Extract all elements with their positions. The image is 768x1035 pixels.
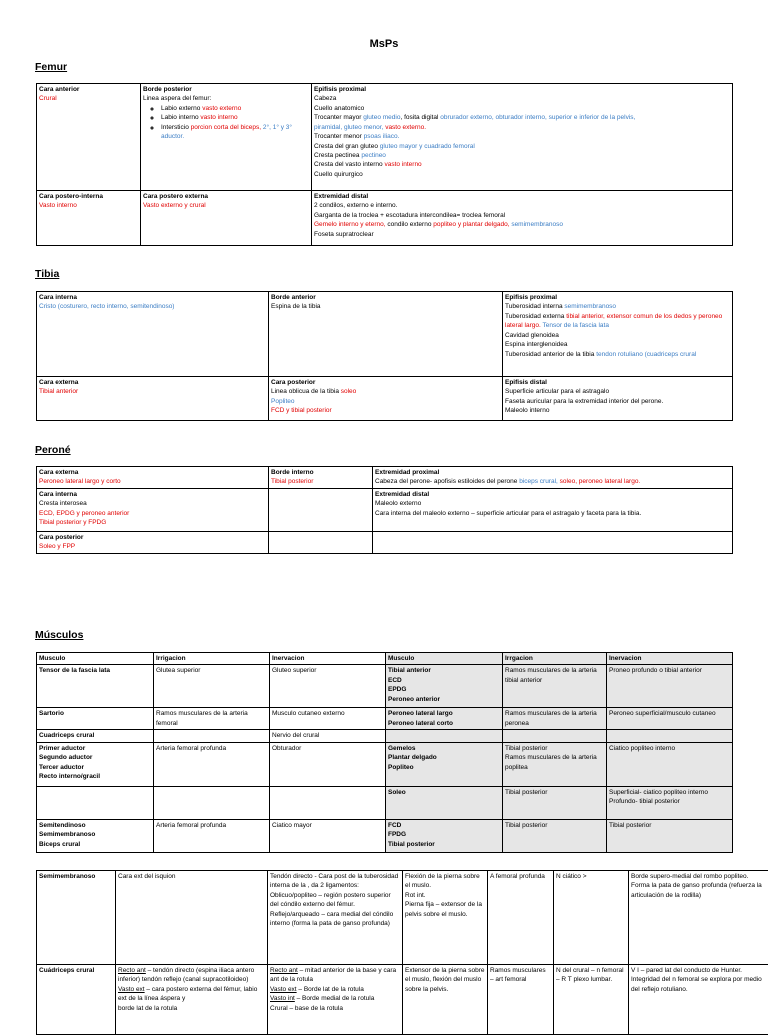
- cell: [503, 742, 607, 786]
- line: [314, 142, 730, 151]
- desc: Linea aspera del femur:: [143, 94, 309, 103]
- line: Forma la pata de ganso profunda (refuerza la articulación de la rodilla): [631, 881, 768, 900]
- cell: [268, 871, 403, 965]
- line: Cuello anatomico: [314, 104, 730, 113]
- line: Profundo- tibial posterior: [609, 797, 730, 806]
- cell: [116, 965, 268, 1035]
- label: Borde anterior: [271, 293, 500, 302]
- line: Pierna fija – extensor de la pelvis sobre el muslo.: [405, 900, 485, 919]
- line: Maleolo interno: [505, 406, 730, 415]
- value: Cristo (costurero, recto interno, semitendinoso): [39, 302, 266, 311]
- text: – Borde medial de la rotula: [295, 995, 375, 1002]
- value: popliteo y plantar delgado,: [433, 221, 511, 228]
- line: borde lat de la rotula: [118, 1004, 265, 1013]
- perone-empty-cell: [269, 532, 373, 554]
- label: Cara postero-interna: [39, 192, 138, 201]
- tibia-cara-posterior: [269, 377, 503, 421]
- line: 2 condilos, externo e interno.: [314, 201, 730, 210]
- line: V I – pared lat del conducto de Hunter.: [631, 966, 768, 975]
- cell: Tensor de la fascia lata: [37, 665, 154, 708]
- value: gluteo medio: [363, 114, 400, 121]
- cell: [386, 730, 503, 742]
- line: Flexión de la pierna sobre el muslo.: [405, 872, 485, 891]
- text: Linea oblicua de la tibia: [271, 388, 341, 395]
- cell: [503, 730, 607, 742]
- label: Borde interno: [271, 468, 370, 477]
- value: gluteo mayor y cuadrado femoral: [380, 143, 475, 150]
- cell: Nervio del crural: [270, 730, 386, 742]
- tibia-borde-anterior: [269, 292, 503, 377]
- detalle-table: [36, 870, 768, 1035]
- table-row: [37, 819, 733, 852]
- value: soleo: [341, 388, 357, 395]
- cell: Sartorio: [37, 708, 154, 730]
- linea-aspera-list: [143, 104, 309, 142]
- tibia-epifisis-distal: [503, 377, 733, 421]
- label: Cara posterior: [271, 378, 500, 387]
- perone-extremidad-proximal: [373, 467, 733, 489]
- line: FPDG: [388, 830, 500, 839]
- cell: Semimembranoso: [37, 871, 116, 965]
- cell: N ciático >: [554, 871, 629, 965]
- line: Maleolo externo: [375, 499, 730, 508]
- line: Semitendinoso: [39, 821, 151, 830]
- cell: [386, 665, 503, 708]
- line: Reflejo/arqueado – cara medial del cóndilo interno (forma la pata de ganso profunda): [270, 910, 400, 929]
- cell: Ciatico mayor: [270, 819, 386, 852]
- tibia-epifisis-proximal: [503, 292, 733, 377]
- cell: Arteria femoral profunda: [154, 819, 270, 852]
- value: biceps crural,: [519, 478, 559, 485]
- table-row: [37, 708, 733, 730]
- label: Cara postero externa: [143, 192, 309, 201]
- text: Trocanter menor: [314, 133, 364, 140]
- perone-empty-cell: [269, 489, 373, 532]
- value: psoas iliaco.: [364, 133, 400, 140]
- cell: [386, 742, 503, 786]
- line: Gemelos: [388, 744, 500, 753]
- line: [271, 387, 500, 396]
- cell: Ramos musculares – art femoral: [488, 965, 554, 1035]
- value: vasto interno: [384, 161, 421, 168]
- label: Cara interna: [39, 293, 266, 302]
- line: Plantar delgado: [388, 753, 500, 762]
- line: Semimembranoso: [39, 830, 151, 839]
- line: Peroneo lateral corto: [388, 719, 500, 728]
- label: Cara anterior: [39, 85, 138, 94]
- line: [118, 985, 265, 1004]
- table-row: [37, 871, 768, 965]
- cell: Ramos musculares de la arteria tibial anterior: [503, 665, 607, 708]
- list-item: [161, 113, 309, 122]
- line: Oblicuo/popliteo – región postero superior del cóndilo externo del fémur.: [270, 891, 400, 910]
- cell: Musculo cutaneo externo: [270, 708, 386, 730]
- label: Cara externa: [39, 378, 266, 387]
- line: Cabeza: [314, 94, 730, 103]
- text: Cresta del gran gluteo: [314, 143, 380, 150]
- line: [270, 994, 400, 1003]
- label: Extremidad proximal: [375, 468, 730, 477]
- text: Cabeza del perone- apofisis estiloides del perone: [375, 478, 519, 485]
- table-row: [37, 730, 733, 742]
- line: Crural – base de la rotula: [270, 1004, 400, 1013]
- header-cell: Musculo: [37, 653, 154, 665]
- value: Crural: [39, 94, 138, 103]
- cell: Obturador: [270, 742, 386, 786]
- line: Cuello quirurgico: [314, 170, 730, 179]
- cell: [154, 730, 270, 742]
- line: FCD y tibial posterior: [271, 406, 500, 415]
- line: Faseta auricular para la extremidad interior del perone.: [505, 397, 730, 406]
- perone-borde-interno: [269, 467, 373, 489]
- line: FCD: [388, 821, 500, 830]
- text: – mitad anterior de la base y cara ant de la rotula: [270, 967, 396, 983]
- femur-epifisis-proximal: [312, 84, 733, 191]
- tibia-cara-interna: [37, 292, 269, 377]
- value: obrurador externo, obturador interno, superior e inferior de la pelvis,: [440, 114, 635, 121]
- value: soleo, peroneo lateral largo.: [560, 478, 641, 485]
- line: Primer aductor: [39, 744, 151, 753]
- perone-extremidad-distal: [373, 489, 733, 532]
- perone-empty-cell: [373, 532, 733, 554]
- label: Epifisis proximal: [505, 293, 730, 302]
- line: Biceps crural: [39, 840, 151, 849]
- cell: [154, 786, 270, 819]
- line: Tendón directo - Cara post de la tuberosidad interna de la , da 2 ligamentos:: [270, 872, 400, 891]
- cell: Ramos musculares de la arteria peronea: [503, 708, 607, 730]
- cell: Ramos musculares de la arteria femoral: [154, 708, 270, 730]
- femur-borde-posterior: [141, 84, 312, 191]
- table-row: [37, 786, 733, 819]
- text: Vasto int: [270, 995, 295, 1002]
- cell: Arteria femoral profunda: [154, 742, 270, 786]
- line: [505, 312, 730, 331]
- cell: [607, 786, 733, 819]
- text: Cresta del vasto interno: [314, 161, 384, 168]
- label: Cara interna: [39, 490, 266, 499]
- label: Epifisis distal: [505, 378, 730, 387]
- cell: Cara ext del isquion: [116, 871, 268, 965]
- line: [314, 132, 730, 141]
- text: Tuberosidad externa: [505, 313, 566, 320]
- cell: N del crural – n femoral – R T plexo lumbar.: [554, 965, 629, 1035]
- perone-cara-interna: [37, 489, 269, 532]
- value: porcion corta del biceps,: [191, 124, 261, 131]
- line: Popliteo: [271, 397, 500, 406]
- cell: Cuadriceps crural: [37, 730, 154, 742]
- text: , fosita digital: [400, 114, 440, 121]
- cell: Glutea superior: [154, 665, 270, 708]
- line: [314, 123, 730, 132]
- text: – tendón directo (espina iliaca antero inferior) tendón reflejo (canal supracotiloideo): [118, 967, 254, 983]
- cell: Soleo: [386, 786, 503, 819]
- value: semimembranoso: [511, 221, 563, 228]
- text: Tuberosidad interna: [505, 303, 564, 310]
- line: ECD, EPDG y peroneo anterior: [39, 509, 266, 518]
- value: Vasto externo y crural: [143, 201, 309, 210]
- label: Borde posterior: [143, 85, 309, 94]
- musculos-table: [36, 652, 733, 853]
- value: Tensor de la fascia lata: [541, 322, 609, 329]
- cell: [37, 819, 154, 852]
- line: Peroneo lateral largo: [388, 709, 500, 718]
- cell: Extensor de la pierna sobre el muslo, flexión del muslo sobre la pelvis.: [403, 965, 488, 1035]
- line: Popliteo: [388, 763, 500, 772]
- line: Tercer aductor: [39, 763, 151, 772]
- femur-table: [36, 83, 733, 246]
- list-item: [161, 123, 309, 142]
- line: Superficial- ciatico popliteo interno: [609, 788, 730, 797]
- label: Epifisis proximal: [314, 85, 730, 94]
- line: [314, 220, 730, 229]
- line: Tibial posterior: [505, 744, 604, 753]
- label: Cara posterior: [39, 533, 266, 542]
- header-cell: Irrigacion: [154, 653, 270, 665]
- value: Soleo y FPP: [39, 542, 266, 551]
- line: [505, 302, 730, 311]
- cell: Tibial posterior: [503, 819, 607, 852]
- table-row: [37, 665, 733, 708]
- cell: Proneo profundo o tibial anterior: [607, 665, 733, 708]
- value: vasto externo: [202, 105, 241, 112]
- line: Tibial anterior: [388, 666, 500, 675]
- value: 2°, 1° y 3° aductor.: [161, 124, 292, 140]
- line: EPDG: [388, 685, 500, 694]
- section-musculos-heading: Músculos: [35, 629, 83, 641]
- table-row: [37, 742, 733, 786]
- label: Extremidad distal: [375, 490, 730, 499]
- line: Rot int.: [405, 891, 485, 900]
- value: Gemelo interno y eterno,: [314, 221, 386, 228]
- value: pectineo: [361, 152, 386, 159]
- line: Ramos musculares de la arteria poplitea: [505, 753, 604, 772]
- value: piramidal, gluteo menor,: [314, 124, 385, 131]
- cell: Tibial posterior: [607, 819, 733, 852]
- text: Labio interno: [161, 114, 200, 121]
- femur-extremidad-distal: [312, 191, 733, 246]
- header-cell: Inervacion: [607, 653, 733, 665]
- value: Espina de la tibia: [271, 302, 500, 311]
- cell: Cuádriceps crural: [37, 965, 116, 1035]
- line: Foseta supratroclear: [314, 230, 730, 239]
- text: Recto ant: [118, 967, 146, 974]
- table-row: [37, 965, 768, 1035]
- line: [270, 985, 400, 994]
- line: [314, 113, 730, 122]
- label: Extremidad distal: [314, 192, 730, 201]
- femur-cara-postero-interna: [37, 191, 141, 246]
- line: [375, 477, 730, 486]
- text: Vasto ext: [118, 986, 145, 993]
- line: [118, 966, 265, 985]
- text: Labio externo: [161, 105, 202, 112]
- section-tibia-heading: Tibia: [35, 268, 59, 280]
- tibia-cara-externa: [37, 377, 269, 421]
- cell: Ciatico popliteo interno: [607, 742, 733, 786]
- value: Tibial posterior: [271, 477, 370, 486]
- list-item: [161, 104, 309, 113]
- line: [505, 350, 730, 359]
- perone-table: [36, 466, 733, 554]
- cell: [37, 742, 154, 786]
- label: Cara externa: [39, 468, 266, 477]
- line: [314, 151, 730, 160]
- text: Tuberosidad anterior de la tibia: [505, 351, 596, 358]
- tibia-table: [36, 291, 733, 421]
- section-perone-heading: Peroné: [35, 444, 71, 456]
- line: Cresta interosea: [39, 499, 266, 508]
- cell: [37, 786, 154, 819]
- line: Cara interna del maleolo externo – superficie articular para el astragalo y faceta para la tibia.: [375, 509, 730, 518]
- cell: [629, 965, 768, 1035]
- line: Garganta de la troclea + escotadura intercondilea= troclea femoral: [314, 211, 730, 220]
- cell: A femoral profunda: [488, 871, 554, 965]
- value: vasto interno: [200, 114, 237, 121]
- text: condilo externo: [386, 221, 434, 228]
- line: Tibial posterior: [388, 840, 500, 849]
- perone-cara-posterior: [37, 532, 269, 554]
- perone-cara-externa: [37, 467, 269, 489]
- value: tendon rotuliano (cuadriceps crural: [596, 351, 696, 358]
- line: Espina interglenoidea: [505, 340, 730, 349]
- line: Integridad del n femoral se explora por medio del reflejo rotuliano.: [631, 975, 768, 994]
- text: Intersticio: [161, 124, 191, 131]
- cell: [386, 708, 503, 730]
- header-cell: Musculo: [386, 653, 503, 665]
- text: Trocanter mayor: [314, 114, 363, 121]
- cell: Gluteo superior: [270, 665, 386, 708]
- cell: Tibial posterior: [503, 786, 607, 819]
- value: Tibial anterior: [39, 387, 266, 396]
- header-cell: Irrgacion: [503, 653, 607, 665]
- value: vasto externo.: [385, 124, 426, 131]
- page-title: MsPs: [0, 38, 768, 50]
- cell: [403, 871, 488, 965]
- value: tibial anterior, extensor comun de los dedos y peroneo lateral largo.: [505, 313, 722, 329]
- text: – Borde lat de la rotula: [297, 986, 364, 993]
- femur-cara-postero-externa: [141, 191, 312, 246]
- text: Recto ant: [270, 967, 298, 974]
- line: ECD: [388, 676, 500, 685]
- line: [270, 966, 400, 985]
- cell: [629, 871, 768, 965]
- text: – cara postero externa del fémur, labio ext de la línea áspera y: [118, 986, 257, 1002]
- value: Vasto interno: [39, 201, 138, 210]
- line: [314, 160, 730, 169]
- line: Borde supero-medial del rombo popliteo.: [631, 872, 768, 881]
- cell: [270, 786, 386, 819]
- line: Cavidad glenoidea: [505, 331, 730, 340]
- cell: [268, 965, 403, 1035]
- cell: Peroneo superficial/musculo cutaneo: [607, 708, 733, 730]
- line: Superficie articular para el astragalo: [505, 387, 730, 396]
- line: Recto interno/gracil: [39, 772, 151, 781]
- line: Segundo aductor: [39, 753, 151, 762]
- header-cell: Inervacion: [270, 653, 386, 665]
- text: Vasto ext: [270, 986, 297, 993]
- line: Tibial posterior y FPDG: [39, 518, 266, 527]
- value: Peroneo lateral largo y corto: [39, 477, 266, 486]
- value: semimembranoso: [564, 303, 616, 310]
- cell: [386, 819, 503, 852]
- section-femur-heading: Femur: [35, 61, 67, 73]
- cell: [607, 730, 733, 742]
- line: Peroneo anterior: [388, 695, 500, 704]
- text: Cresta pectinea: [314, 152, 361, 159]
- femur-cara-anterior: [37, 84, 141, 191]
